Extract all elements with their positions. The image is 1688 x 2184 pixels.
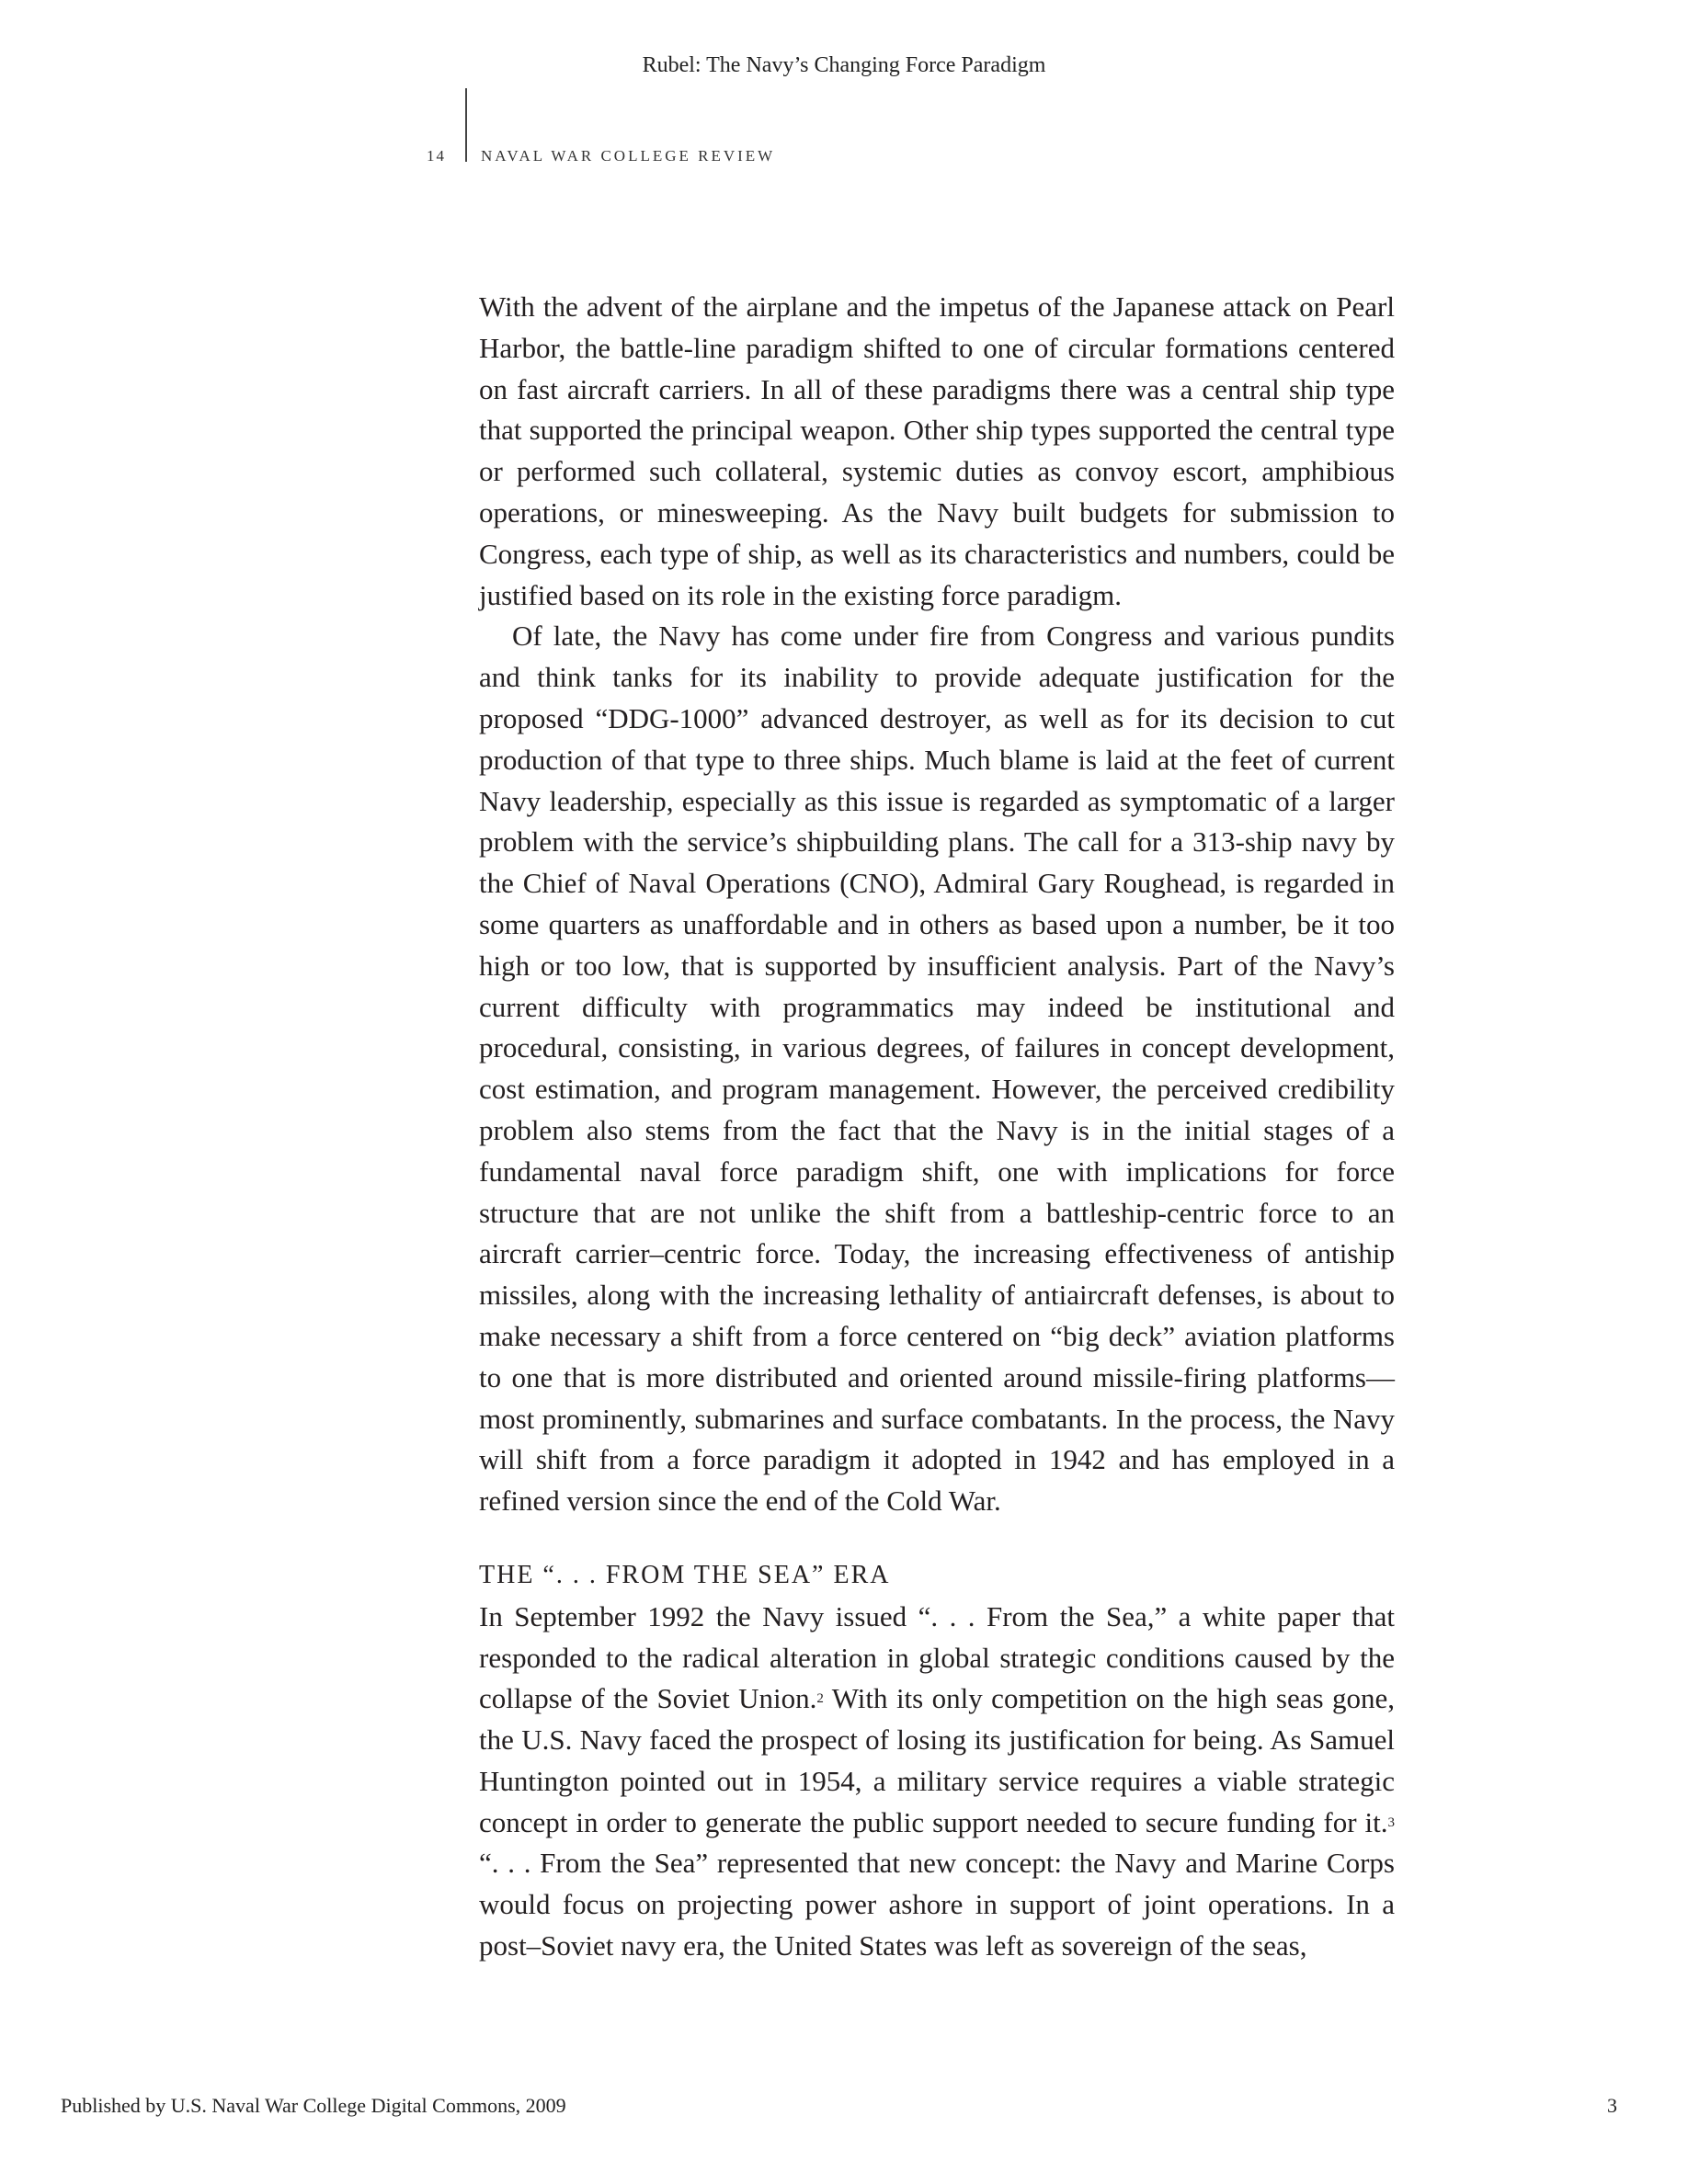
footer-publisher: Published by U.S. Naval War College Digital Commons, 2009 <box>61 2094 566 2117</box>
page-number: 14 <box>427 147 446 165</box>
paragraph-3-text-2: With its only competition on the high seas gone, the U.S. Navy faced the prospect of losing its justification for being. As Samuel Huntington pointed out in 1954, a military service requires a viable strategic concept in order to generate the public support needed to secure funding for it. <box>479 1682 1395 1838</box>
running-head: Rubel: The Navy’s Changing Force Paradigm <box>642 53 1046 77</box>
folio-divider-rule <box>465 88 467 162</box>
footnote-ref-3[interactable]: 3 <box>1387 1814 1395 1830</box>
paragraph-3 <box>479 1597 1395 1967</box>
paragraph-1: With the advent of the airplane and the impetus of the Japanese attack on Pearl Harbor, the battle-line paradigm shifted to one of circular formations centered on fast aircraft carriers. In all of these paradigms there was a central ship type that supported the principal weapon. Other ship types supported the central type or performed such collateral, systemic duties as convoy escort, amphibious operations, or minesweeping. As the Navy built budgets for submission to Congress, each type of ship, as well as its characteristics and numbers, could be justified based on its role in the existing force paradigm. <box>479 290 1395 611</box>
paragraph-3-text-3: “. . . From the Sea” represented that new concept: the Navy and Marine Corps would focus on projecting power ashore in support of joint operations. In a post–Soviet navy era, the United States was left as sovereign of the seas, <box>479 1847 1395 1962</box>
footer-page-number: 3 <box>1607 2094 1617 2117</box>
paragraph-2: Of late, the Navy has come under fire from Congress and various pundits and think tanks for its inability to provide adequate justification for the proposed “DDG-1000” advanced destroyer, as well as for its decision to cut production of that type to three ships. Much blame is laid at the feet of current Navy leadership, especially as this issue is regarded as symptomatic of a larger problem with the service’s shipbuilding plans. The call for a 313-ship navy by the Chief of Naval Operations (CNO), Admiral Gary Roughead, is regarded in some quarters as unaffordable and in others as based upon a number, be it too high or too low, that is supported by insufficient analysis. Part of the Navy’s current difficulty with programmatics may indeed be institutional and procedural, consisting, in various degrees, of failures in concept development, cost estimation, and program management. However, the perceived credibility problem also stems from the fact that the Navy is in the initial stages of a fundamental naval force paradigm shift, one with implications for force structure that are not unlike the shift from a battleship-centric force to an aircraft carrier–centric force. Today, the increasing effectiveness of antiship missiles, along with the increasing lethality of antiaircraft defenses, is about to make necessary a shift from a force centered on “big deck” aviation platforms to one that is more distributed and oriented around missile-firing platforms—most prominently, submarines and surface combatants. In the process, the Navy will shift from a force paradigm it adopted in 1942 and has employed in a refined version since the end of the Cold War. <box>479 620 1395 1518</box>
journal-name: NAVAL WAR COLLEGE REVIEW <box>481 147 776 165</box>
article-body <box>479 287 1395 1967</box>
footnote-ref-2[interactable]: 2 <box>816 1691 824 1707</box>
section-heading: THE “. . . FROM THE SEA” ERA <box>479 1560 891 1589</box>
paragraph-3-text-1: In September 1992 the Navy issued “. . . From the Sea,” a white paper that responded to the radical alteration in global strategic conditions caused by the collapse of the Soviet Union. <box>479 1599 1395 1715</box>
